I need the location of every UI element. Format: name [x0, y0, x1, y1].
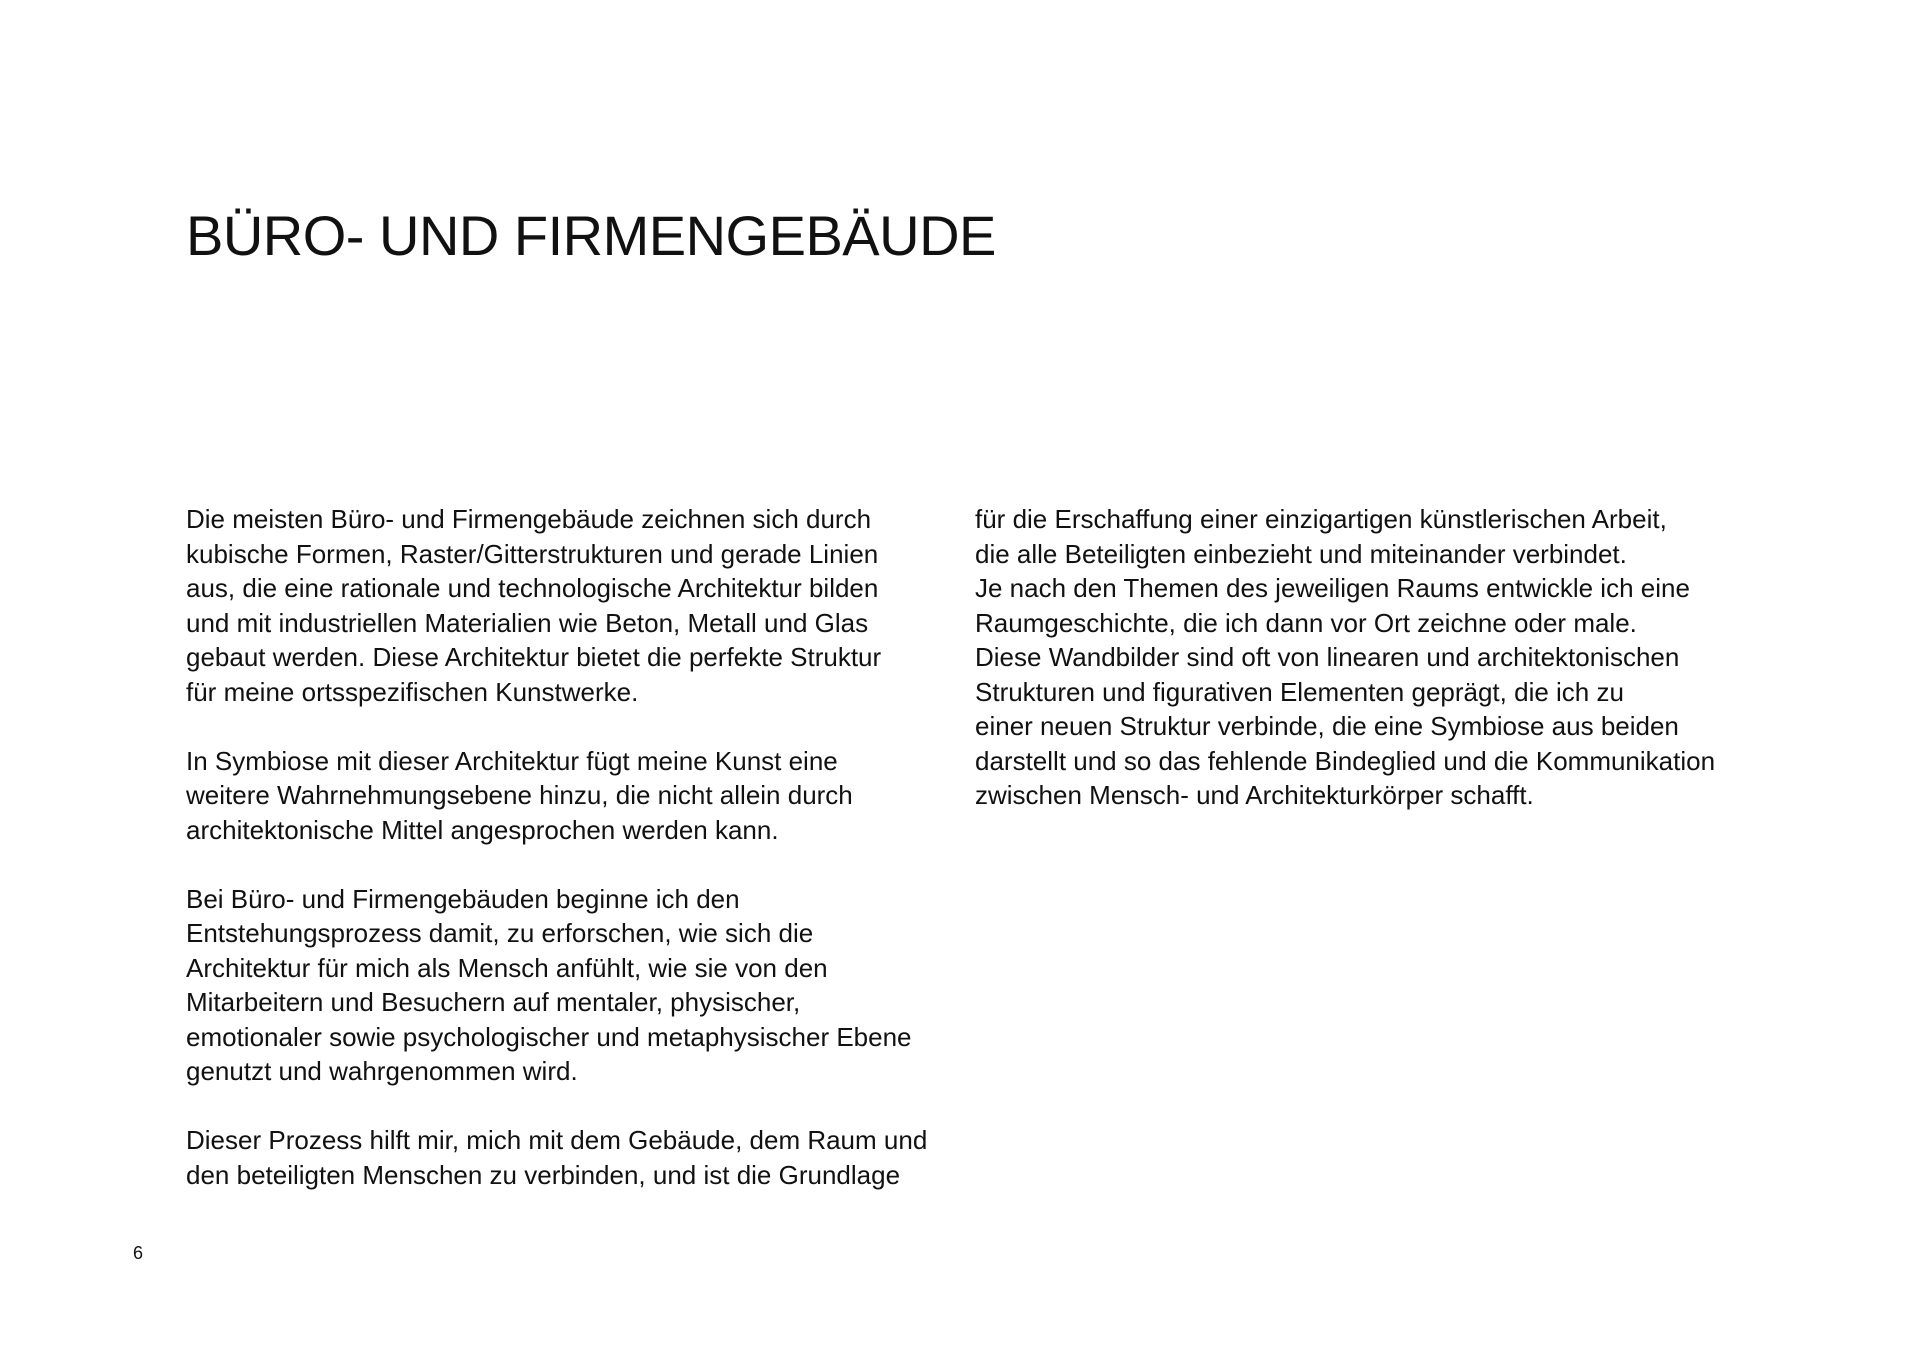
body-text-line: Diese Wandbilder sind oft von linearen und architektonischen	[975, 642, 1680, 672]
body-text-line: zwischen Mensch- und Architekturkörper schafft.	[975, 780, 1534, 810]
paragraph-spacer	[186, 709, 966, 744]
body-text-line: aus, die eine rationale und technologische Architektur bilden	[186, 573, 879, 603]
body-text-line: für meine ortsspezifischen Kunstwerke.	[186, 676, 639, 707]
body-text-line: gebaut werden. Diese Architektur bietet die perfekte Struktur	[186, 642, 882, 672]
body-text-line: Mitarbeitern und Besuchern auf mentaler, physischer,	[186, 987, 801, 1017]
page-number: 6	[133, 1243, 144, 1263]
left-text-column	[186, 502, 966, 1192]
paragraph-spacer	[186, 847, 966, 882]
body-text-line: die alle Beteiligten einbezieht und miteinander verbindet.	[975, 538, 1627, 569]
page-title: BÜRO- UND FIRMENGEBÄUDE	[186, 204, 996, 267]
body-text-line: und mit industriellen Materialien wie Beton, Metall und Glas	[186, 607, 869, 638]
body-text-line: für die Erschaffung einer einzigartigen künstlerischen Arbeit,	[975, 504, 1667, 534]
body-text-line: darstellt und so das fehlende Bindeglied und die Kommunikation	[975, 745, 1716, 776]
body-text-line: Dieser Prozess hilft mir, mich mit dem Gebäude, dem Raum und	[186, 1125, 928, 1155]
body-text-line: emotionaler sowie psychologischer und metaphysischer Ebene	[186, 1021, 912, 1052]
body-text-line: Architektur für mich als Mensch anfühlt, wie sie von den	[186, 952, 828, 983]
paragraph-spacer	[186, 1089, 966, 1124]
body-text-line: den beteiligten Menschen zu verbinden, und ist die Grundlage	[186, 1159, 901, 1190]
body-text-line: Je nach den Themen des jeweiligen Raums entwickle ich eine	[975, 573, 1690, 603]
body-text-line: In Symbiose mit dieser Architektur fügt meine Kunst eine	[186, 745, 838, 776]
body-text-line: Die meisten Büro- und Firmengebäude zeichnen sich durch	[186, 504, 872, 534]
body-text-line: Raumgeschichte, die ich dann vor Ort zeichne oder male.	[975, 607, 1637, 638]
body-text-line: Entstehungsprozess damit, zu erforschen, wie sich die	[186, 918, 814, 948]
body-text-line: genutzt und wahrgenommen wird.	[186, 1056, 578, 1086]
body-text-line: weitere Wahrnehmungsebene hinzu, die nicht allein durch	[186, 780, 853, 810]
body-text-line: Bei Büro- und Firmengebäuden beginne ich den	[186, 883, 740, 914]
right-text-column	[975, 502, 1755, 813]
body-text-line: Strukturen und figurativen Elementen geprägt, die ich zu	[975, 676, 1624, 707]
body-text-line: architektonische Mittel angesprochen werden kann.	[186, 814, 779, 845]
body-text-line: kubische Formen, Raster/Gitterstrukturen und gerade Linien	[186, 538, 879, 569]
body-text-line: einer neuen Struktur verbinde, die eine Symbiose aus beiden	[975, 711, 1679, 741]
